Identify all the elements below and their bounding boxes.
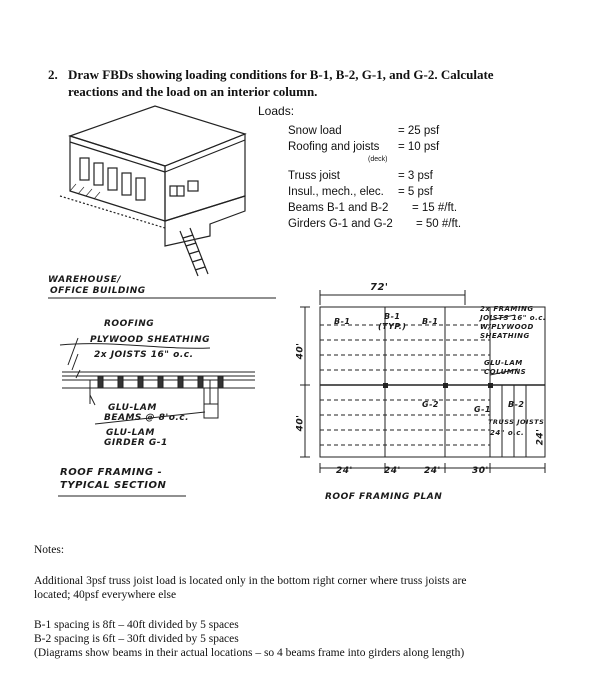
notes-p2-line1: B-1 spacing is 8ft – 40ft divided by 5 spaces: [34, 619, 239, 631]
load-roofing: Roofing and joists = 10 psf: [288, 141, 440, 153]
loads-title: Loads:: [258, 104, 295, 118]
load-truss: Truss joist = 3 psf: [288, 170, 433, 182]
question-line-1: Draw FBDs showing loading conditions for B-1, B-2, G-1, and G-2. Calculate: [68, 67, 494, 82]
plan-bottom-dim-1: 24': [336, 466, 353, 476]
section-beams-1: GLU-LAM: [108, 403, 157, 413]
building-caption-1: WAREHOUSE/: [48, 275, 122, 285]
plan-b2: B-2: [508, 400, 525, 409]
notes-p2-line2: B-2 spacing is 6ft – 30ft divided by 5 spaces: [34, 633, 239, 645]
plan-g2: G-2: [422, 400, 439, 409]
notes-p1-line1: Additional 3psf truss joist load is located only in the bottom right corner where truss joists are: [34, 575, 467, 587]
plan-b1-typ: (TYP.): [378, 322, 407, 331]
plan-g1: G-1: [474, 405, 491, 414]
plan-columns-label-2: COLUMNS: [484, 368, 527, 376]
section-plywood: PLYWOOD SHEATHING: [90, 335, 210, 345]
plan-framing-label-1: 2x FRAMING: [480, 305, 534, 313]
plan-framing-label-3: W/PLYWOOD: [480, 323, 534, 331]
plan-left-dim-2: 40': [295, 414, 306, 432]
load-snow: Snow load = 25 psf: [288, 125, 440, 137]
plan-framing-label-2: JOISTS 16" o.c.: [480, 314, 547, 322]
notes-p1-line2: located; 40psf everywhere else: [34, 589, 177, 601]
question: [48, 66, 568, 100]
load-insul: Insul., mech., elec. = 5 psf: [288, 186, 433, 198]
plan-caption: ROOF FRAMING PLAN: [325, 492, 443, 502]
plan-left-dim-1: 40': [295, 342, 306, 360]
section-caption-2: TYPICAL SECTION: [60, 480, 167, 491]
plan-b1-right: B-1: [422, 317, 439, 326]
building-sketch: [40, 96, 260, 286]
load-girders: Girders G-1 and G-2 = 50 #/ft.: [288, 218, 462, 230]
plan-bottom-dim-4: 30': [472, 466, 489, 476]
plan-b1-mid: B-1: [384, 312, 401, 321]
building-caption-underline: [48, 296, 278, 300]
plan-truss-1: TRUSS JOISTS: [488, 418, 545, 426]
section-caption-1: ROOF FRAMING -: [60, 467, 163, 478]
section-beams-2: BEAMS @ 8'o.c.: [104, 413, 190, 423]
plan-top-dim: 72': [370, 282, 389, 293]
plan-columns-label-1: GLU-LAM: [484, 359, 523, 367]
notes-title: Notes:: [34, 544, 65, 556]
question-line-2: reactions and the load on an interior column.: [68, 84, 318, 99]
question-number: 2.: [48, 67, 58, 82]
section-joists: 2x JOISTS 16" o.c.: [94, 350, 194, 360]
notes-p2-line3: (Diagrams show beams in their actual locations – so 4 beams frame into girders along length): [34, 647, 465, 659]
section-girder-1: GLU-LAM: [106, 428, 155, 438]
plan-right-dim: 24': [535, 428, 546, 446]
section-roofing: ROOFING: [104, 319, 155, 329]
building-caption-2: OFFICE BUILDING: [50, 286, 146, 296]
load-beams: Beams B-1 and B-2 = 15 #/ft.: [288, 202, 458, 214]
plan-bottom-dim-2: 24': [384, 466, 401, 476]
section-girder-2: GIRDER G-1: [104, 438, 168, 448]
plan-truss-2: 24" o.c.: [490, 429, 525, 437]
plan-b1-left: B-1: [334, 317, 351, 326]
load-roofing-sub: (deck): [368, 156, 388, 163]
section-caption-underline: [58, 494, 188, 498]
plan-bottom-dim-3: 24': [424, 466, 441, 476]
plan-framing-label-4: SHEATHING: [480, 332, 530, 340]
